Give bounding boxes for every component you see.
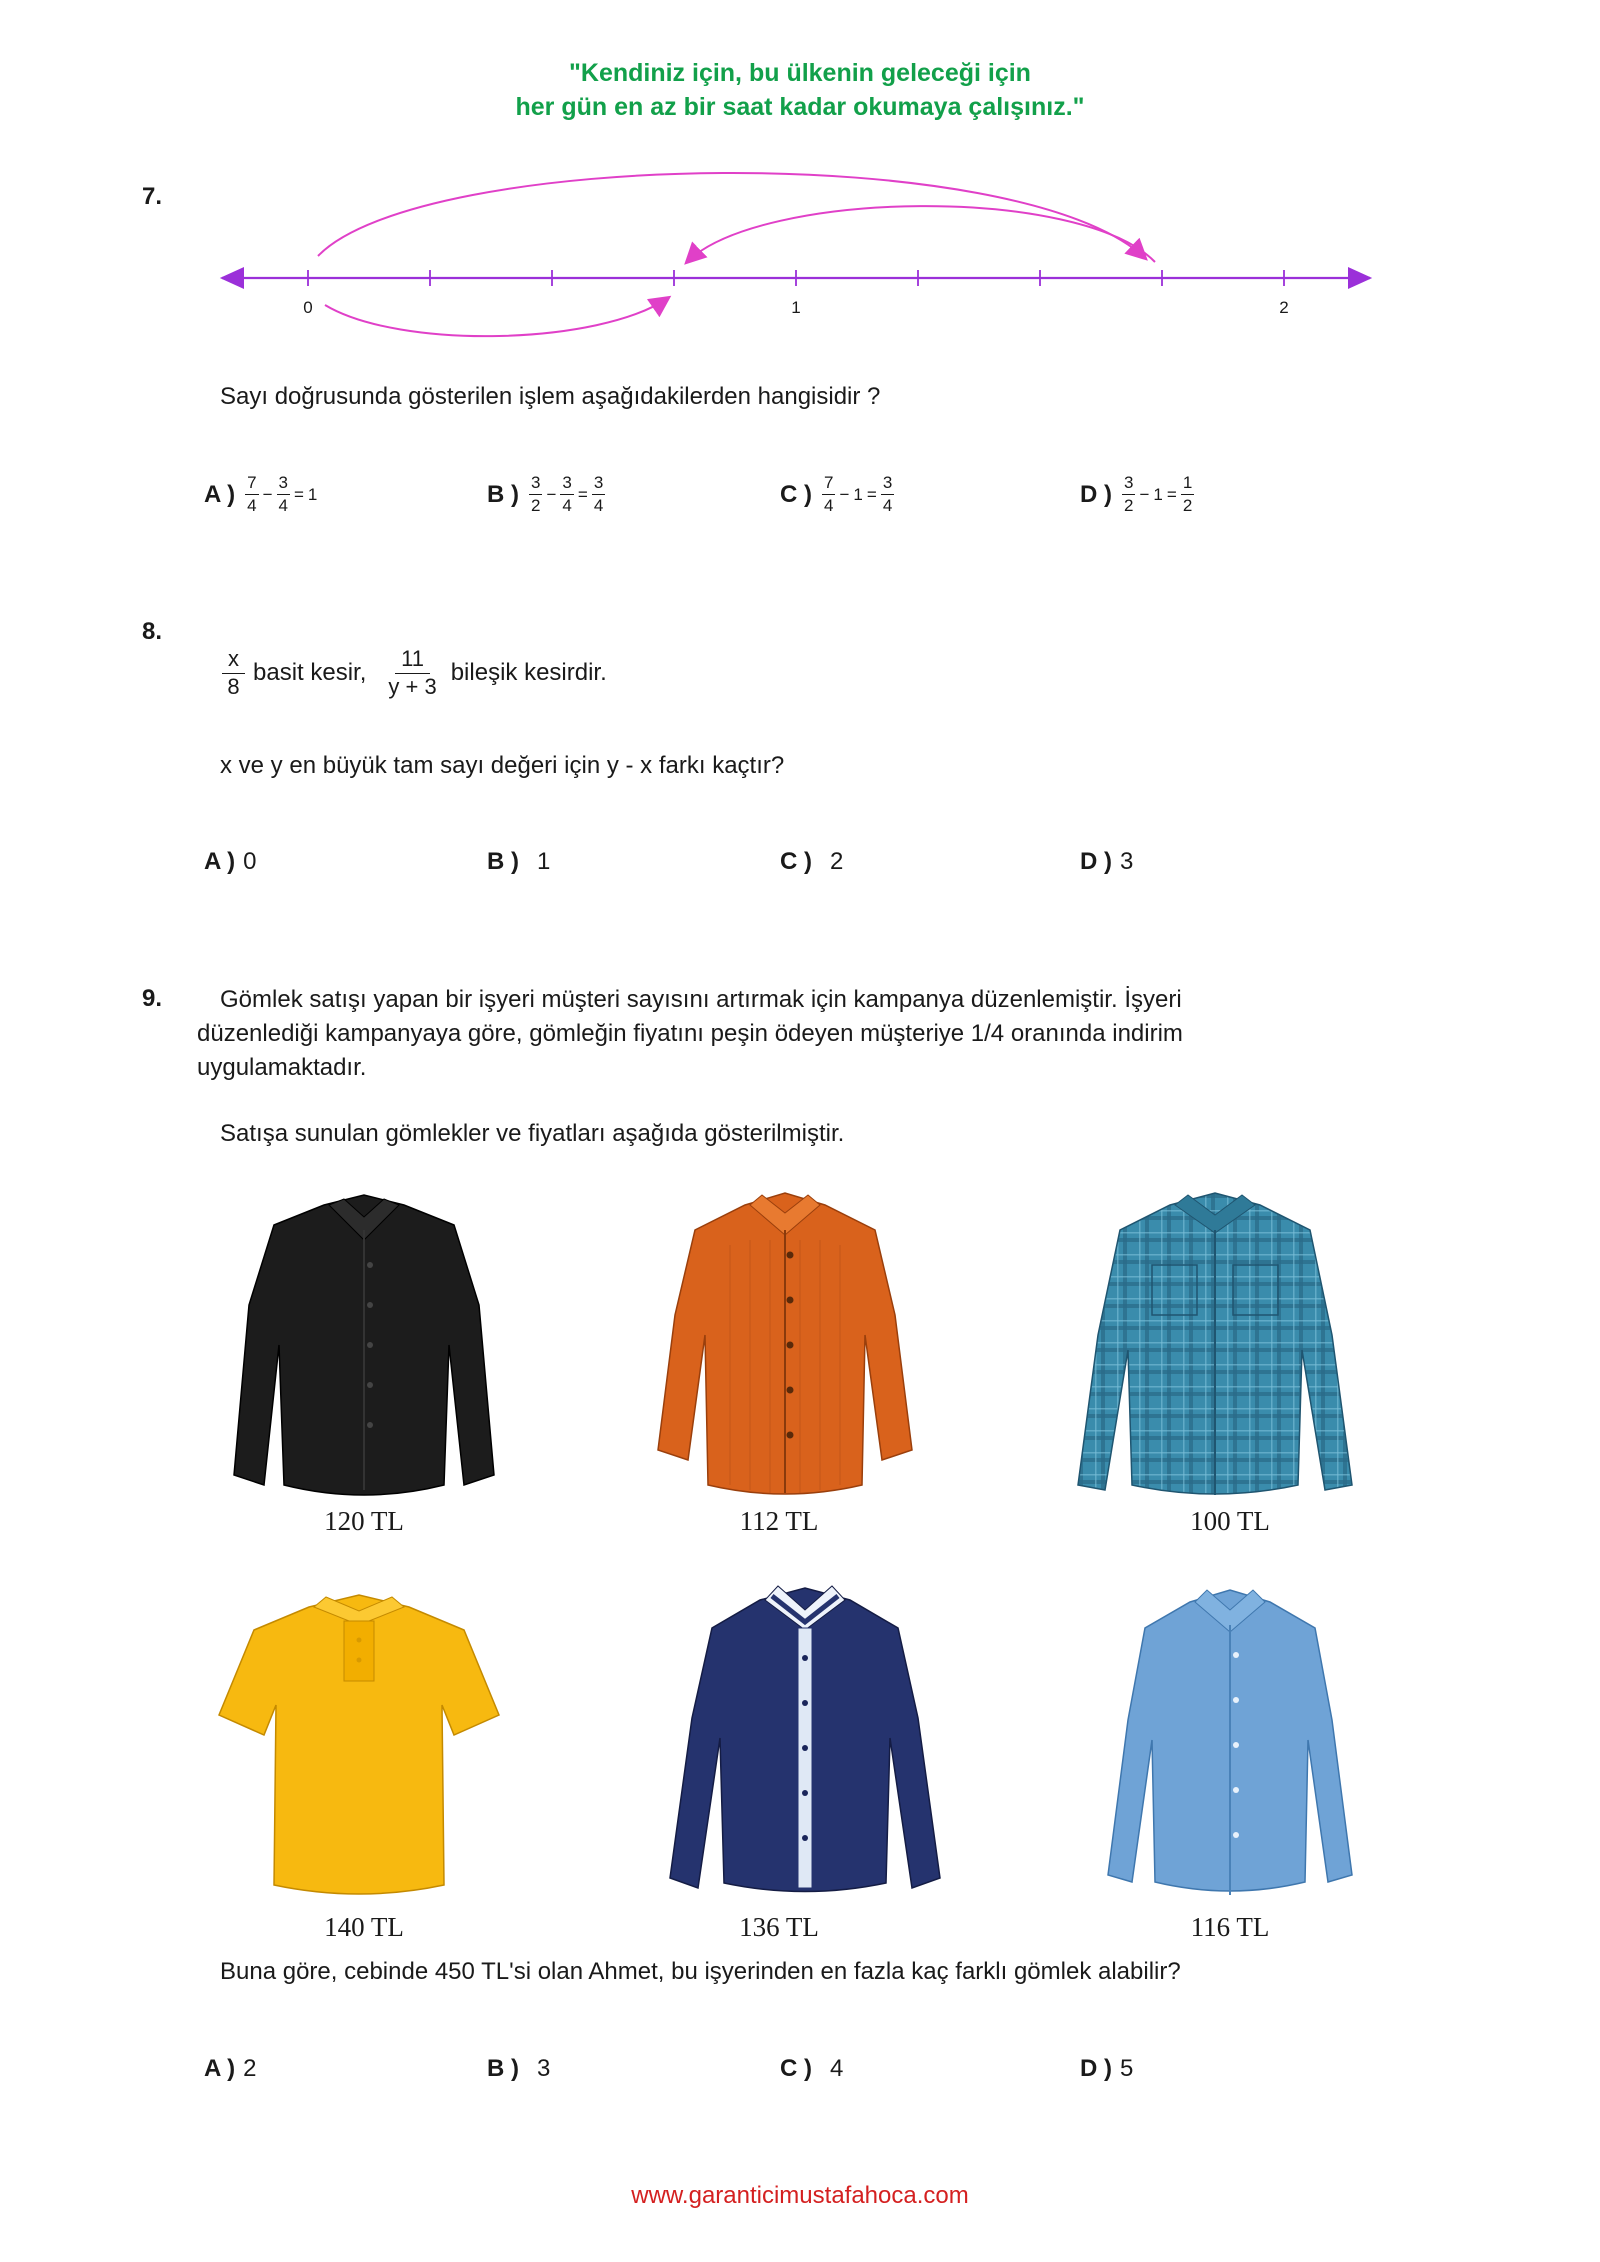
basit-kesir-text: basit kesir, — [253, 659, 367, 686]
header-quote — [0, 56, 1600, 124]
question-7-number: 7. — [142, 183, 163, 210]
q7-option-b-letter: B ) — [487, 480, 519, 508]
question-9-paragraph-line-2: düzenlediği kampanyaya göre, gömleğin fiyatını peşin ödeyen müşteriye 1/4 oranında indirim — [197, 1020, 1183, 1047]
q8-option-d[interactable]: D ) 3 — [1080, 848, 1134, 875]
fraction: $\frac{3}{4}$ — [278, 473, 288, 515]
navy-shirt-icon — [660, 1578, 950, 1903]
orange-shirt-icon — [650, 1185, 920, 1505]
q7-option-c-letter: C ) — [780, 480, 812, 508]
fraction: $\frac{3}{4}$ — [593, 473, 604, 515]
question-7-text: Sayı doğrusunda gösterilen işlem aşağıdakilerden hangisidir ? — [220, 383, 881, 410]
shirt-price-2: 112 TL — [739, 1506, 819, 1536]
fraction-11-over-y-plus-3: $\frac{11}{y + 3}$ — [388, 646, 437, 699]
question-9-paragraph-line-1: Gömlek satışı yapan bir işyeri müşteri sayısını artırmak için kampanya düzenlemiştir. İşyeri — [220, 986, 1182, 1013]
tick-label-0: 0 — [303, 298, 313, 317]
blue-plaid-shirt-icon — [1070, 1185, 1360, 1505]
q7-option-a-letter: A ) — [204, 480, 236, 508]
q8-option-c[interactable]: C ) 2 — [780, 848, 844, 875]
q8-option-b[interactable]: B ) 1 — [487, 848, 551, 875]
shirt-price-5: 136 TL — [739, 1912, 819, 1942]
q7-option-b[interactable]: B ) $\frac{3}{2}$ − $\frac{3}{4}$ = $\frac{3}{4}$ — [487, 473, 604, 515]
question-8-text: x ve y en büyük tam sayı değeri için y - x farkı kaçtır? — [220, 752, 785, 779]
arc-zero-to-seven-quarters — [318, 173, 1145, 258]
arc-zero-to-three-quarters-lower — [325, 298, 668, 336]
fraction: $\frac{7}{4}$ — [247, 473, 257, 515]
tick-label-1: 1 — [791, 298, 801, 317]
q7-option-c[interactable]: C ) $\frac{7}{4}$ − 1 = $\frac{3}{4}$ — [780, 473, 893, 515]
fraction: $\frac{7}{4}$ — [824, 473, 834, 515]
q9-option-a[interactable]: A ) 2 — [204, 2055, 257, 2082]
fraction: $\frac{3}{2}$ — [1124, 473, 1134, 515]
number-line-figure — [200, 160, 1400, 350]
light-blue-shirt-icon — [1100, 1580, 1360, 1905]
black-shirt-icon — [224, 1185, 504, 1505]
fraction: $\frac{3}{4}$ — [882, 473, 893, 515]
q7-option-d-letter: D ) — [1080, 480, 1112, 508]
shirt-price-4: 140 TL — [324, 1912, 404, 1942]
bilesik-kesir-text: bileşik kesirdir. — [450, 659, 607, 686]
q8-option-a[interactable]: A ) 0 — [204, 848, 257, 875]
question-8-number: 8. — [142, 618, 163, 645]
q7-option-d[interactable]: D ) $\frac{3}{2}$ − 1 = $\frac{1}{2}$ — [1080, 473, 1193, 515]
arc-back-to-three-quarters — [687, 206, 1155, 262]
quote-line-2: her gün en az bir saat kadar okumaya çalışınız." — [515, 93, 1085, 121]
quote-line-1: "Kendiniz için, bu ülkenin geleceği için — [569, 59, 1031, 87]
shirt-price-6: 116 TL — [1190, 1912, 1270, 1942]
footer-website-link[interactable]: www.garanticimustafahoca.com — [631, 2182, 969, 2209]
q9-option-c[interactable]: C ) 4 — [780, 2055, 844, 2082]
q9-option-b[interactable]: B ) 3 — [487, 2055, 551, 2082]
fraction: $\frac{1}{2}$ — [1182, 473, 1193, 515]
fraction: $\frac{3}{2}$ — [531, 473, 541, 515]
q7-option-a[interactable]: A ) $\frac{7}{4}$ − $\frac{3}{4}$ = 1 — [204, 473, 318, 515]
fraction: $\frac{3}{4}$ — [562, 473, 572, 515]
question-9-paragraph-line-3: uygulamaktadır. — [197, 1054, 367, 1081]
tick-label-2: 2 — [1279, 298, 1289, 317]
q9-option-d[interactable]: D ) 5 — [1080, 2055, 1134, 2082]
yellow-polo-icon — [214, 1585, 504, 1900]
shirt-price-3: 100 TL — [1190, 1506, 1270, 1536]
question-9-number: 9. — [142, 985, 163, 1012]
question-9-intro: Satışa sunulan gömlekler ve fiyatları aşağıda gösterilmiştir. — [220, 1120, 845, 1147]
shirt-price-1: 120 TL — [324, 1506, 404, 1536]
fraction-x-over-8: $\frac{x}{8}$ — [222, 646, 245, 700]
question-9-text: Buna göre, cebinde 450 TL'si olan Ahmet, bu işyerinden en fazla kaç farklı gömlek alabilir? — [220, 1958, 1181, 1985]
question-8-statement — [222, 646, 607, 700]
